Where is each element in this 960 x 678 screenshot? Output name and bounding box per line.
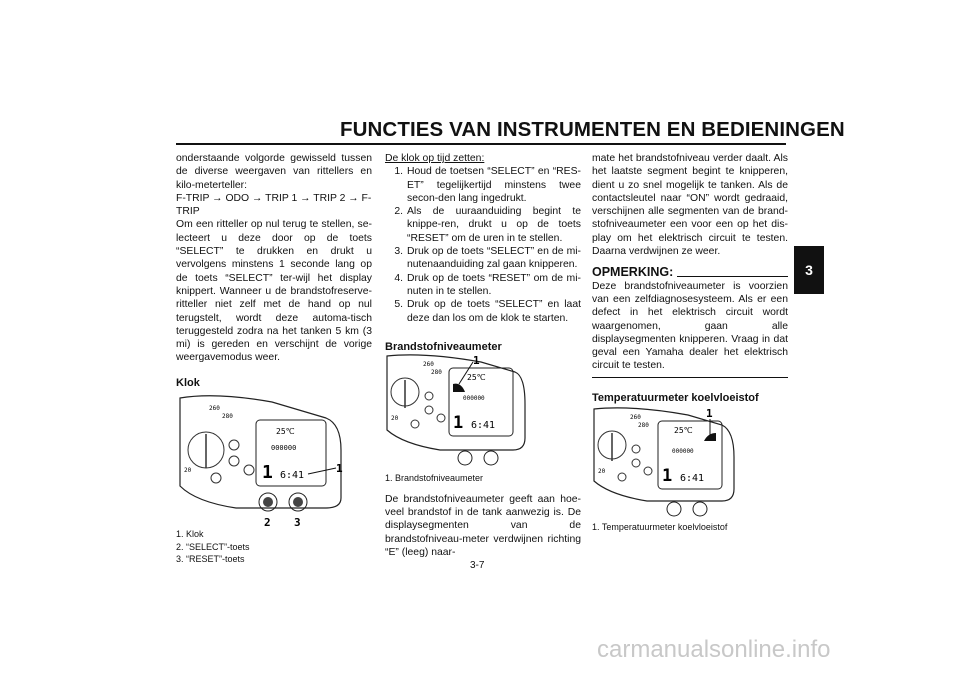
clock-heading: Klok xyxy=(176,376,200,389)
fuel-marker-1: 1 xyxy=(473,354,480,368)
column-3 xyxy=(592,152,788,534)
fuel-caption: 1. Brandstofniveaumeter xyxy=(385,473,484,484)
lcd-temp: 25℃ xyxy=(674,426,693,436)
reset-button-marker: 3 xyxy=(294,516,301,529)
fuel-text: De brandstofniveaumeter geeft aan hoe-veel brandstof in de tank aanwezig is. De displaysegmenten van de brandstofniveau-meter verdwijnen richting “E” (leeg) naar- xyxy=(385,493,581,558)
sequence-text: F-TRIP → ODO → TRIP 1 → TRIP 2 → F-TRIP xyxy=(176,192,372,218)
fuel-text-continued: mate het brandstofniveau verder daalt. Als het laatste segment begint te knipperen, dient u zo snel mogelijk te tanken. Als de contactsleutel naar “ON” wordt gedraaid, verschijnen alle segmenten van de brand-stofniveaumeter een voor een op het dis-play om het elektrisch circuit te testen. Daarna verdwijnen ze weer. xyxy=(592,153,788,258)
chapter-tab: 3 xyxy=(794,246,824,294)
tach-label-280: 280 xyxy=(431,369,442,377)
page-number: 3-7 xyxy=(470,560,485,571)
lcd-gear: 1 xyxy=(262,462,273,484)
column-2 xyxy=(385,152,581,559)
lcd-temp: 25℃ xyxy=(276,427,295,437)
note-text: Deze brandstofniveaumeter is voorzien van een zelfdiagnosesysteem. Als er een defect in het elektrisch circuit wordt waargenomen, gaan alle displaysegmenten knipperen. Vraag in dat geval een Yamaha dealer het elektrisch circuit te testen. xyxy=(592,280,788,372)
page-title: FUNCTIES VAN INSTRUMENTEN EN BEDIENINGEN xyxy=(340,118,845,141)
step-2: 2. Als de uuraanduiding begint te knippe-ren, drukt u op de toets “RESET” om de uren in te stellen. xyxy=(394,206,581,244)
temp-caption: 1. Temperatuurmeter koelvloeistof xyxy=(592,522,728,533)
step-5: 5. Druk op de toets “SELECT” en laat deze dan los om de klok te starten. xyxy=(394,299,581,324)
tach-label-280: 280 xyxy=(222,413,233,421)
select-button-marker: 2 xyxy=(264,516,271,529)
header-rule xyxy=(176,143,786,145)
note-heading: OPMERKING: xyxy=(592,266,788,279)
lcd-odo: 000000 xyxy=(672,448,694,456)
fuel-heading: Brandstofniveaumeter xyxy=(385,340,502,353)
intro-text: onderstaande volgorde gewisseld tussen de diverse weergaven van rittellers en kilo-meterteller: xyxy=(176,153,372,191)
note-end-rule xyxy=(592,377,788,378)
lcd-clock: 6:41 xyxy=(680,473,705,485)
column-1 xyxy=(176,152,372,566)
temp-heading: Temperatuurmeter koelvloeistof xyxy=(592,391,759,404)
lcd-gear: 1 xyxy=(453,413,464,434)
tach-label-20: 20 xyxy=(184,467,192,475)
tach-label-260: 260 xyxy=(423,361,434,369)
step-3: 3. Druk op de toets “SELECT” en de mi-nutenaanduiding zal gaan knipperen. xyxy=(394,246,581,271)
step-4: 4. Druk op de toets “RESET” om de mi-nuten in te stellen. xyxy=(394,272,581,297)
clock-caption-2: 2. “SELECT”-toets xyxy=(176,541,250,552)
lcd-temp: 25℃ xyxy=(467,373,486,383)
watermark: carmanualsonline.info xyxy=(597,636,831,663)
lcd-odo: 000000 xyxy=(463,395,485,403)
tach-label-20: 20 xyxy=(391,415,399,423)
clock-figure xyxy=(176,390,372,528)
clock-caption-1: 1. Klok xyxy=(176,529,204,540)
lcd-clock: 6:41 xyxy=(471,420,496,432)
clock-caption-3: 3. “RESET”-toets xyxy=(176,554,245,565)
temp-meter-figure xyxy=(592,405,788,517)
tach-label-260: 260 xyxy=(209,405,220,413)
lcd-odo: 000000 xyxy=(271,444,297,453)
lcd-clock: 6:41 xyxy=(280,470,305,482)
tach-label-260: 260 xyxy=(630,414,641,422)
lcd-gear: 1 xyxy=(662,466,673,487)
tach-label-20: 20 xyxy=(598,468,606,476)
fuel-meter-figure xyxy=(385,354,581,466)
tach-label-280: 280 xyxy=(638,422,649,430)
reset-text: Om een ritteller op nul terug te stellen, se-lecteert u deze door op de toets “SELECT” te drukken en drukt u vervolgens minstens 1 seconde lang op de toets “SELECT” ter-wijl het display knippert. Wanneer u de brandstofreserve-ritteller niet zelf met de hand op nul terugstelt, wordt deze automa-tisch teruggesteld zodra na het tanken 5 km (3 mi) is gereden en verschijnt de vorige weergavemodus weer. xyxy=(176,219,372,364)
clock-set-heading: De klok op tijd zetten: xyxy=(385,153,485,164)
temp-marker-1: 1 xyxy=(706,407,713,421)
clock-marker-1: 1 xyxy=(336,462,343,476)
step-1: 1. Houd de toetsen “SELECT” en “RES-ET” tegelijkertijd minstens twee secon-den lang ingedrukt. xyxy=(394,166,581,204)
